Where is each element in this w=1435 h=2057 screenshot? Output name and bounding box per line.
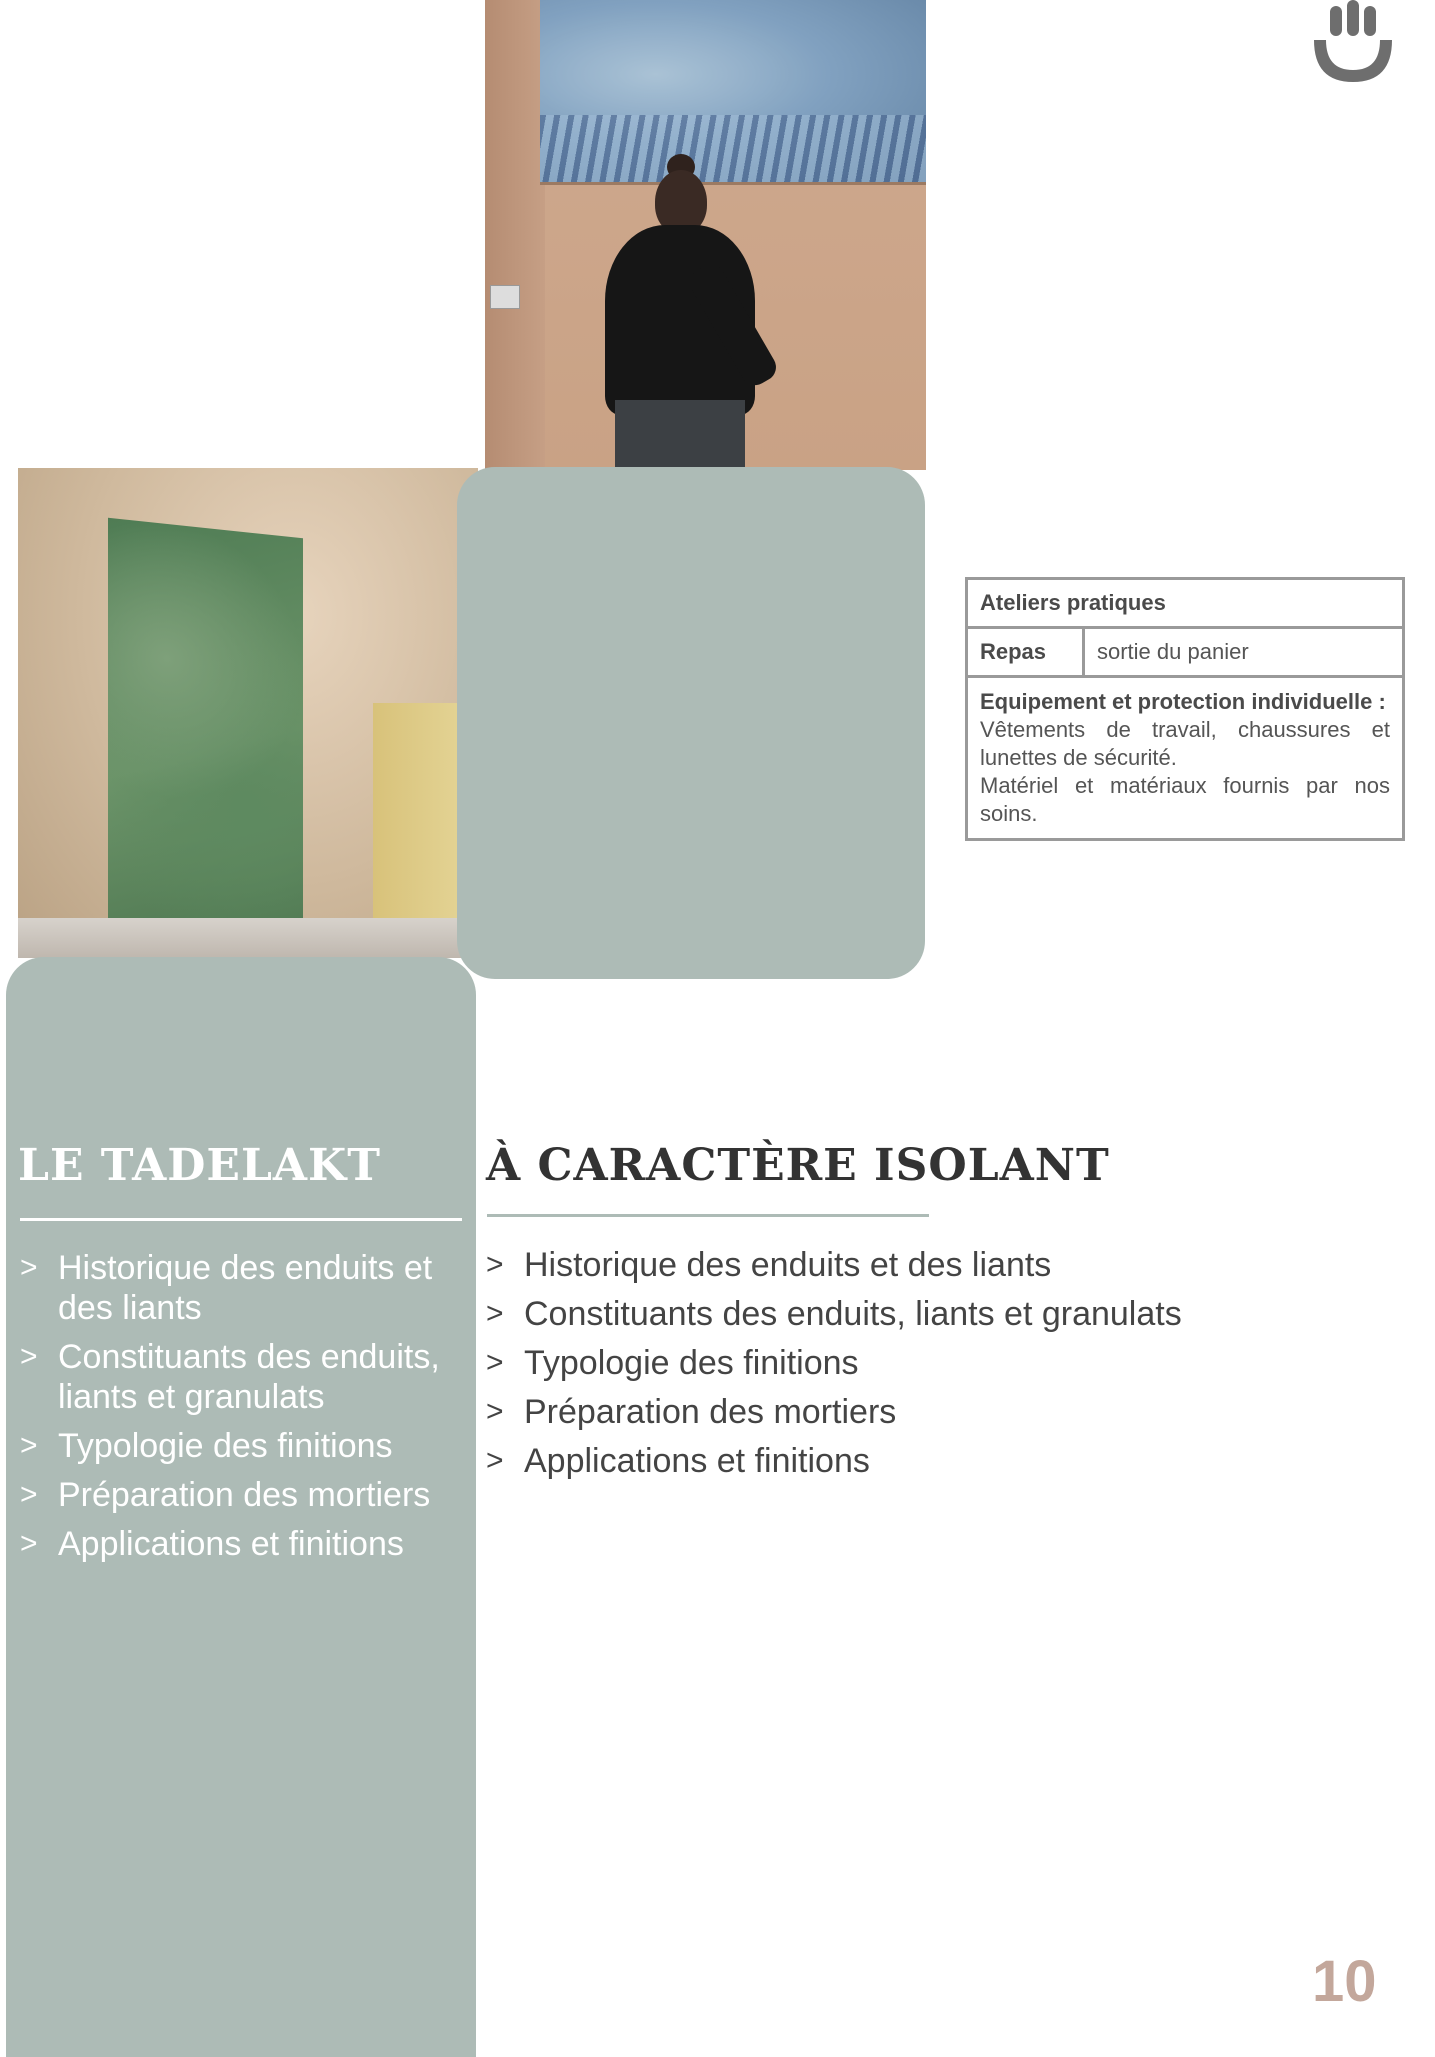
info-repas-value: sortie du panier xyxy=(1084,628,1404,677)
photo-plastering-wall xyxy=(485,0,926,470)
list-item: > Constituants des enduits, liants et granulats xyxy=(484,1294,1284,1334)
sage-panel-middle xyxy=(457,467,925,979)
list-item: > Applications et finitions xyxy=(484,1441,1284,1481)
info-equipement-title: Equipement et protection individuelle : xyxy=(980,689,1386,714)
info-ateliers: Ateliers pratiques xyxy=(967,579,1404,628)
list-item: > Constituants des enduits, liants et granulats xyxy=(18,1337,468,1417)
info-equipement-cell xyxy=(967,677,1404,840)
list-item: > Typologie des finitions xyxy=(18,1426,468,1466)
list-item: > Typologie des finitions xyxy=(484,1343,1284,1383)
list-item: > Applications et finitions xyxy=(18,1524,468,1564)
list-item: > Historique des enduits et des liants xyxy=(484,1245,1284,1285)
page-number: 10 xyxy=(1312,1949,1377,2014)
list-item: > Historique des enduits et des liants xyxy=(18,1248,468,1328)
divider-left xyxy=(20,1218,462,1221)
info-table xyxy=(965,577,1405,841)
hand-logo-icon xyxy=(1308,0,1398,90)
list-tadelakt xyxy=(18,1248,468,1573)
list-item: > Préparation des mortiers xyxy=(484,1392,1284,1432)
photo-green-wall xyxy=(18,468,478,958)
list-isolant xyxy=(484,1245,1284,1490)
heading-caractere-isolant: À CARACTÈRE ISOLANT xyxy=(486,1140,1110,1191)
divider-right xyxy=(487,1214,929,1217)
info-repas-label: Repas xyxy=(967,628,1084,677)
heading-le-tadelakt: LE TADELAKT xyxy=(18,1140,382,1191)
list-item: > Préparation des mortiers xyxy=(18,1475,468,1515)
info-equipement-line2: Matériel et matériaux fournis par nos soins. xyxy=(980,773,1390,826)
info-equipement-line1: Vêtements de travail, chaussures et lunettes de sécurité. xyxy=(980,717,1390,770)
